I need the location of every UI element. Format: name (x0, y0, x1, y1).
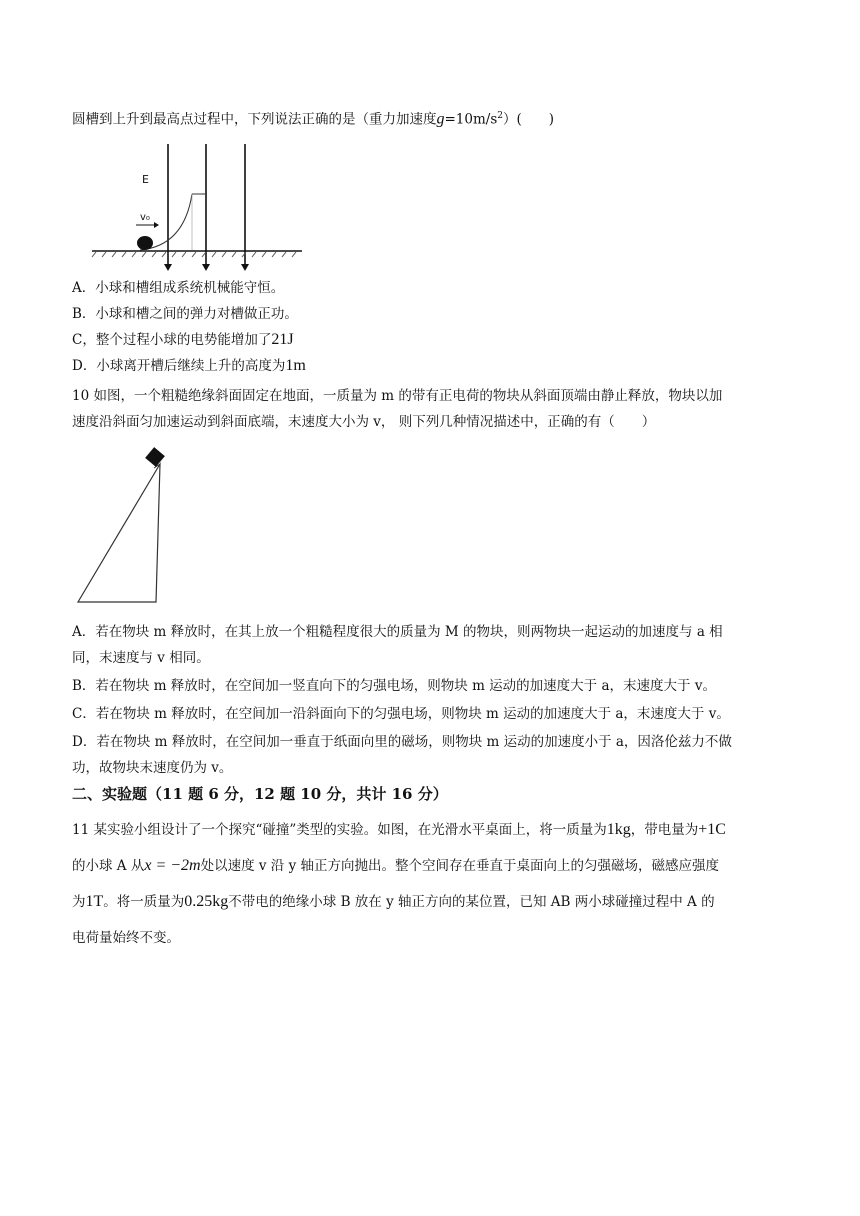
q9-intro-text: 圆槽到上升到最高点过程中，下列说法正确的是（重力加速度 (72, 111, 437, 128)
arrowhead-2 (202, 264, 210, 271)
q9-option-d-text: D．小球离开槽后继续上升的高度为 (72, 358, 286, 374)
q11-mass-a: 1kg (606, 821, 631, 838)
label-v0: v₀ (140, 212, 150, 223)
q11-line-3-mid: 。将一质量为 (103, 894, 185, 910)
q10-option-d-line-2: 功，故物块末速度仍为 v。 (72, 760, 233, 776)
arrowhead-1 (164, 264, 172, 271)
section-heading: 二、实验题（11 题 6 分，12 题 10 分，共计 16 分） (72, 785, 448, 803)
label-E: E (142, 173, 149, 186)
incline (78, 464, 160, 602)
q9-intro-line (72, 106, 554, 130)
q10-option-a-line-1: A．若在物块 m 释放时，在其上放一个粗糙程度很大的质量为 M 的物块，则两物块一起运动的加速度与 a 相 (72, 624, 723, 640)
q11-line-2-post: 处以速度 v 沿 y 轴正方向抛出。整个空间存在垂直于桌面向上的匀强磁场，磁感应强度 (200, 858, 720, 874)
q11-line-1 (72, 820, 726, 840)
q10-option-c: C．若在物块 m 释放时，在空间加一沿斜面向下的匀强电场，则物块 m 运动的加速度大于 a，末速度大于 v。 (72, 706, 730, 722)
q11-charge: +1C (698, 821, 726, 838)
q9-figure (88, 138, 308, 272)
q9-intro-tail: ）( ) (503, 111, 555, 128)
q10-figure (72, 442, 182, 608)
q9-option-b: B．小球和槽之间的弹力对槽做正功。 (72, 306, 298, 322)
q11-line-2 (72, 856, 719, 876)
q11-line-2-pre: 的小球 A 从 (72, 858, 145, 874)
q11-mass-b: 0.25kg (184, 893, 229, 910)
q9-option-c-value: 21J (271, 331, 294, 348)
q11-line-1-text: 11 某实验小组设计了一个探究“碰撞”类型的实验。如图，在光滑水平桌面上，将一质量为 (72, 822, 607, 838)
q9-option-d (72, 356, 306, 376)
q11-line-3 (72, 892, 715, 912)
q11-line-3-post: 不带电的绝缘小球 B 放在 y 轴正方向的某位置，已知 AB 两小球碰撞过程中 A 的 (228, 894, 715, 910)
q10-option-d-line-1: D．若在物块 m 释放时，在空间加一垂直于纸面向里的磁场，则物块 m 运动的加速度小于 a，因洛伦兹力不做 (72, 734, 732, 750)
q10-option-b: B．若在物块 m 释放时，在空间加一竖直向下的匀强电场，则物块 m 运动的加速度大于 a，末速度大于 v。 (72, 678, 716, 694)
q10-option-a-line-2: 同，末速度与 v 相同。 (72, 650, 210, 666)
q9-g-value: =10m/s (444, 111, 498, 128)
block (145, 447, 165, 467)
ball (137, 236, 153, 250)
q9-g-symbol: g (436, 110, 445, 128)
arrowhead-3 (241, 264, 249, 271)
ground-hatching (92, 252, 296, 257)
q9-option-d-value: 1m (285, 357, 306, 374)
q9-g-exponent: 2 (497, 111, 504, 121)
q9-option-c-text: C，整个过程小球的电势能增加了 (72, 332, 272, 348)
q11-field-strength: 1T (85, 893, 104, 910)
q10-line-2: 速度沿斜面匀加速运动到斜面底端，末速度大小为 v， 则下列几种情况描述中，正确的有（ ） (72, 414, 656, 430)
q11-line-3-pre: 为 (72, 894, 86, 910)
q9-option-a: A．小球和槽组成系统机械能守恒。 (72, 280, 285, 296)
q11-x-position: x = −2m (144, 857, 201, 874)
velocity-arrowhead (154, 222, 159, 228)
q11-line-4: 电荷量始终不变。 (72, 930, 180, 946)
q10-line-1: 10 如图，一个粗糙绝缘斜面固定在地面，一质量为 m 的带有正电荷的物块从斜面顶端由静止释放，物块以加 (72, 388, 723, 404)
q9-option-c (72, 330, 294, 350)
q11-line-1-mid: ，带电量为 (630, 822, 699, 838)
